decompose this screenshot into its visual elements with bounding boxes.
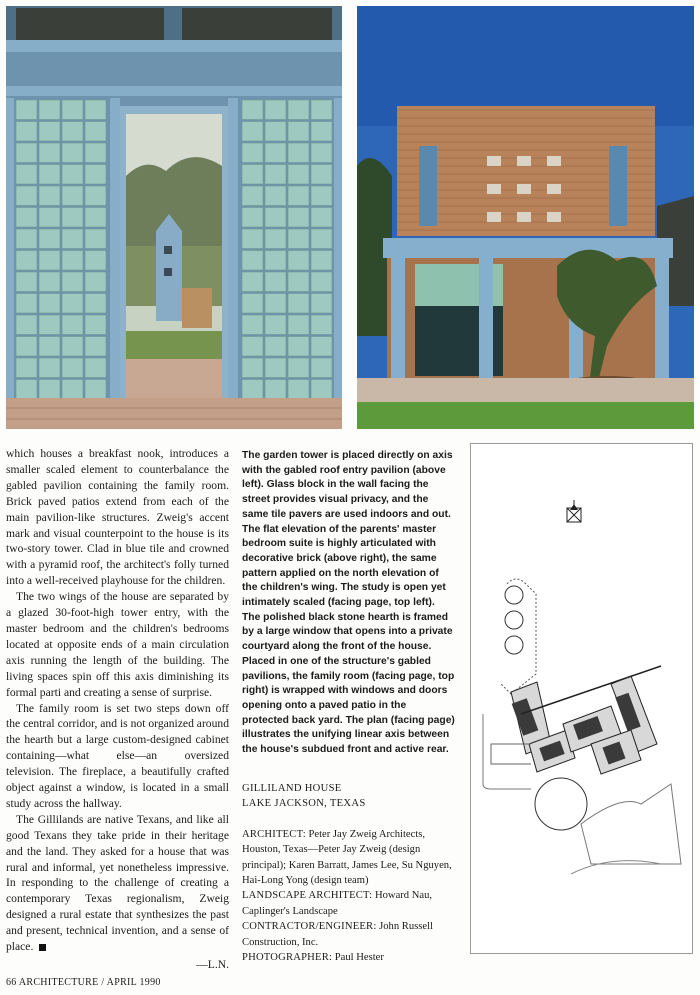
credit-architect	[242, 827, 457, 889]
credit-landscape	[242, 888, 457, 919]
credit-value: Peter Jay Zweig Architects, Houston, Texas—Peter Jay Zweig (design principal); Karen Barratt, James Lee, Su Nguyen, Hai-Long Yong (design team)	[242, 828, 452, 887]
page-folio: 66 ARCHITECTURE / APRIL 1990	[6, 977, 161, 988]
credit-photographer	[242, 950, 457, 965]
end-mark-icon	[39, 944, 46, 951]
author-signoff: —L.N.	[196, 958, 229, 971]
body-paragraph	[6, 812, 229, 955]
credit-contractor	[242, 919, 457, 950]
body-paragraph: The family room is set two steps down off the central corridor, and is not organized around the hearth but a large custom-designed cabinet containing—what else—an oversized television. The fireplace, a beautifully crafted object against a window, is located in a small study across the hallway.	[6, 701, 229, 810]
bedroom-elevation-photo	[357, 6, 694, 429]
body-paragraph-text: The Gillilands are native Texans, and like all good Texans they take pride in their heritage and the land. They asked for a house that was rural and informal, yet nonetheless impressive. In responding to the challenge of creating a contemporary Texas regionalism, Zweig designed a rural estate that synthesizes the past and present, technical invention, and a sense of place.	[6, 812, 229, 954]
body-paragraph: which houses a breakfast nook, introduces a smaller scaled element to counterbalance the gabled pavilion containing the family room. Brick paved patios extend from each of the main pavilion-like structures. Zweig's accent mark and visual counterpoint to the house is its two-story tower. Clad in blue tile and crowned with a pyramid roof, the architect's folly turned into a well-received playhouse for the children.	[6, 447, 229, 588]
article-body	[6, 446, 229, 973]
credit-role: ARCHITECT:	[242, 828, 306, 840]
credit-role: PHOTOGRAPHER:	[242, 952, 333, 964]
credit-value: Paul Hester	[334, 952, 384, 964]
site-plan	[470, 443, 693, 954]
project-name: GILLILAND HOUSE	[242, 783, 342, 794]
credit-value: Howard Nau, Caplinger's Landscape	[242, 890, 433, 917]
credit-role: LANDSCAPE ARCHITECT:	[242, 890, 373, 902]
photo-caption: The garden tower is placed directly on axis with the gabled roof entry pavilion (above left). Glass block in the wall facing the street provides visual privacy, and the same tile pavers are used indoors and out. The flat elevation of the parents' master bedroom suite is highly articulated with decorative brick (above right), the same pattern applied on the north elevation of the children's wing. The study is open yet intimately scaled (facing page, top left). The polished black stone hearth is framed by a large window that opens into a private courtyard along the front of the house. Placed in one of the structure's gabled pavilions, the family room (facing page, top right) is wrapped with windows and doors opening onto a paved patio in the protected back yard. The plan (facing page) illustrates the unifying linear axis between the house's subdued front and active rear.	[242, 450, 455, 756]
credit-role: CONTRACTOR/ENGINEER:	[242, 921, 377, 933]
accent-tiles	[487, 156, 561, 222]
north-arrow-icon	[567, 500, 581, 522]
credit-value: John Russell Construction, Inc.	[242, 921, 433, 948]
entry-photo	[6, 6, 342, 429]
project-location: LAKE JACKSON, TEXAS	[242, 798, 366, 810]
body-paragraph: The two wings of the house are separated by a glazed 30-foot-high tower entry, with the master bedroom and the children's bedrooms located at opposite ends of a main circulation axis running the length of the building. The living spaces spin off this axis diminishing its formal parti and creating a sense of surprise.	[6, 590, 229, 699]
project-credits	[242, 781, 457, 965]
